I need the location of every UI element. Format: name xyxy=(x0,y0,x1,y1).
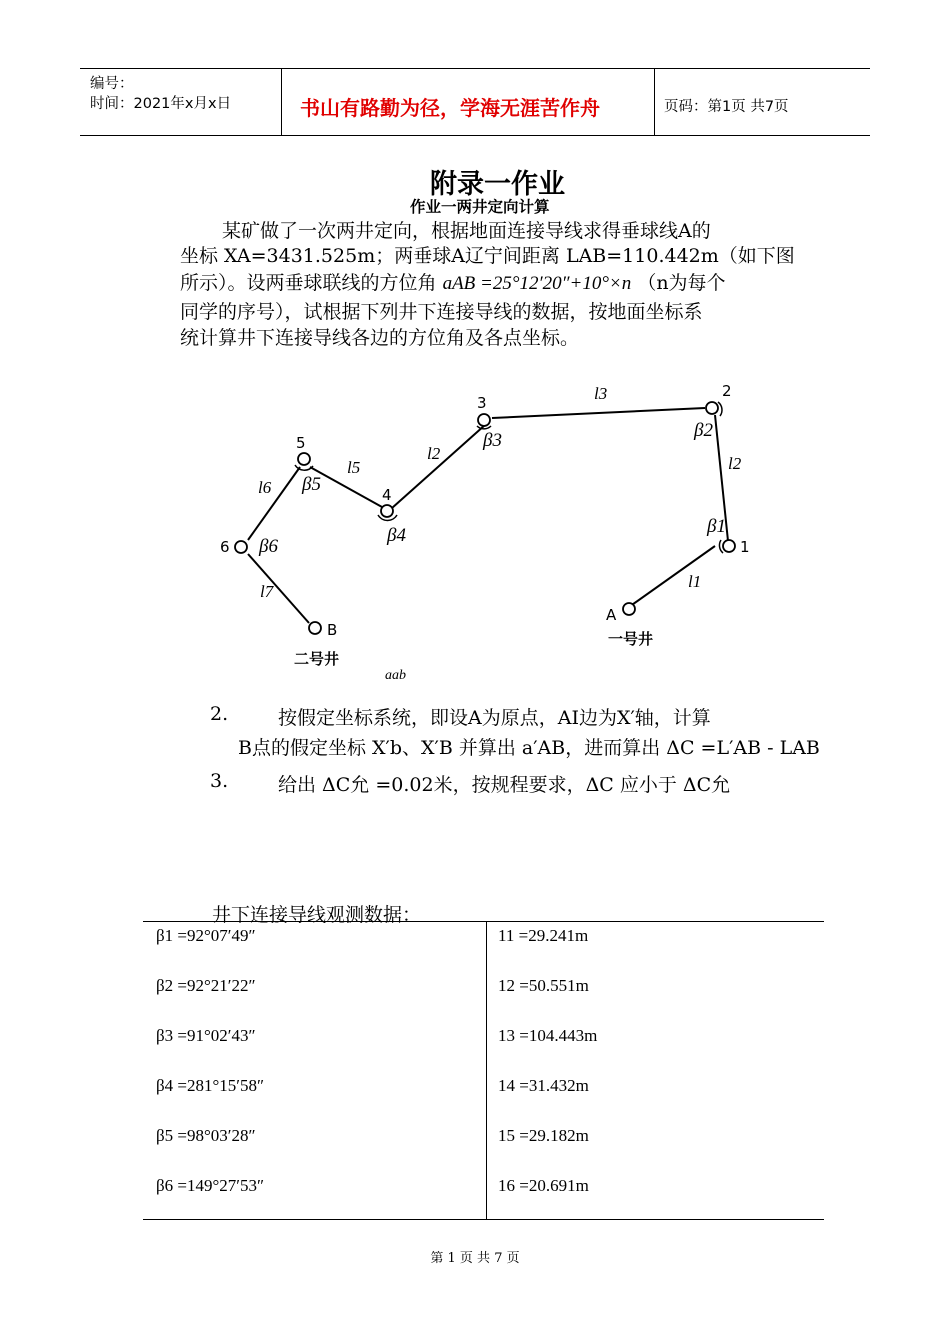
edge-A-1 xyxy=(629,546,715,607)
step-2-number: 2. xyxy=(210,703,229,725)
aab-label: aab xyxy=(385,668,406,683)
point-A xyxy=(623,603,635,615)
point-1 xyxy=(723,540,735,552)
angle-value: β5 =98°03′28″ xyxy=(156,1126,256,1145)
azimuth-formula: aAB =25°12′20″+10°×n xyxy=(442,273,632,294)
intro-line-2: 坐标 XA=3431.525m；两垂球A辽宁间距离 LAB=110.442m（如下图 xyxy=(180,245,795,267)
angle-value: β2 =92°21′22″ xyxy=(156,976,256,995)
shaft-1-label: 一号井 xyxy=(608,630,654,648)
intro-line-1: 某矿做了一次两井定向，根据地面连接导线求得垂球线A的 xyxy=(222,220,711,242)
edge-6-B xyxy=(248,554,309,623)
intro-line-5: 统计算井下连接导线各边的方位角及各点坐标。 xyxy=(180,327,580,349)
table-divider xyxy=(486,921,487,1219)
point-3 xyxy=(478,414,490,426)
angle-value: β4 =281°15′58″ xyxy=(156,1076,265,1095)
length-value: 14 =31.432m xyxy=(498,1076,589,1095)
step-2-line-1: 按假定坐标系统，即设A为原点，AI边为X′轴，计算 xyxy=(278,707,711,729)
edge-label-l2-mid: l2 xyxy=(427,444,441,463)
edge-label-l6: l6 xyxy=(258,478,272,497)
page-footer: 第 1 页 共 7 页 xyxy=(430,1251,520,1266)
shaft-2-label: 二号井 xyxy=(294,650,340,668)
point-label-3: 3 xyxy=(477,394,487,412)
step-3-line: 给出 ΔC允 =0.02米，按规程要求，ΔC 应小于 ΔC允 xyxy=(278,774,731,796)
table-bottom-rule xyxy=(143,1219,824,1220)
point-label-1: 1 xyxy=(740,538,750,556)
edge-label-l7: l7 xyxy=(260,582,274,601)
header-top-rule xyxy=(80,68,870,69)
point-B xyxy=(309,622,321,634)
point-label-4: 4 xyxy=(382,486,392,504)
edge-2-3 xyxy=(492,408,705,418)
angle-value: β3 =91°02′43″ xyxy=(156,1026,256,1045)
traverse-svg xyxy=(200,370,780,690)
angle-label-b6: β6 xyxy=(259,536,278,557)
point-label-5: 5 xyxy=(296,434,306,452)
page-title: 附录一作业 xyxy=(430,169,565,200)
traverse-diagram xyxy=(200,370,780,690)
time-label: 时间：2021年x月x日 xyxy=(90,96,232,112)
header-divider xyxy=(281,68,282,136)
angle-label-b2: β2 xyxy=(694,420,713,441)
angle-label-b4: β4 xyxy=(387,525,406,546)
step-2-line-2: B点的假定坐标 X′b、X′B 并算出 a′AB，进而算出 ΔC =L′AB - LAB xyxy=(238,737,820,759)
length-value: 13 =104.443m xyxy=(498,1026,598,1045)
point-2 xyxy=(706,402,718,414)
motto: 书山有路勤为径，学海无涯苦作舟 xyxy=(300,96,600,120)
intro-line-3 xyxy=(180,268,726,299)
angle-label-b1: β1 xyxy=(707,516,726,537)
angle-label-b5: β5 xyxy=(302,474,321,495)
point-label-6: 6 xyxy=(220,538,230,556)
number-label: 编号： xyxy=(90,76,134,92)
point-label-B: B xyxy=(327,621,338,639)
edge-label-l3: l3 xyxy=(594,384,608,403)
angle-value: β6 =149°27′53″ xyxy=(156,1176,265,1195)
table-top-rule xyxy=(143,921,824,922)
point-5 xyxy=(298,453,310,465)
header-bottom-rule xyxy=(80,135,870,136)
angle-value: β1 =92°07′49″ xyxy=(156,926,256,945)
length-value: 16 =20.691m xyxy=(498,1176,589,1195)
header-divider xyxy=(654,68,655,136)
edge-3-4 xyxy=(392,425,485,508)
intro-line-3-a: 所示）。设两垂球联线的方位角 xyxy=(180,272,437,294)
point-label-2: 2 xyxy=(722,382,732,400)
intro-line-3-b: （n为每个 xyxy=(637,272,726,294)
edge-5-6 xyxy=(248,467,300,540)
length-value: 11 =29.241m xyxy=(498,926,589,945)
edge-label-l1: l1 xyxy=(688,572,702,591)
edge-label-l5: l5 xyxy=(347,458,361,477)
point-4 xyxy=(381,505,393,517)
point-6 xyxy=(235,541,247,553)
table-caption: 井下连接导线观测数据： xyxy=(212,904,422,926)
page-subtitle: 作业一两井定向计算 xyxy=(410,198,550,216)
step-3-number: 3. xyxy=(210,770,229,792)
angle-label-b3: β3 xyxy=(483,430,502,451)
length-value: 15 =29.182m xyxy=(498,1126,589,1145)
edge-label-l2-right: l2 xyxy=(728,454,742,473)
intro-line-4: 同学的序号），试根据下列井下连接导线的数据，按地面坐标系 xyxy=(180,301,703,323)
page-code: 页码：第1页 共7页 xyxy=(664,99,789,115)
length-value: 12 =50.551m xyxy=(498,976,589,995)
point-label-A: A xyxy=(606,606,617,624)
